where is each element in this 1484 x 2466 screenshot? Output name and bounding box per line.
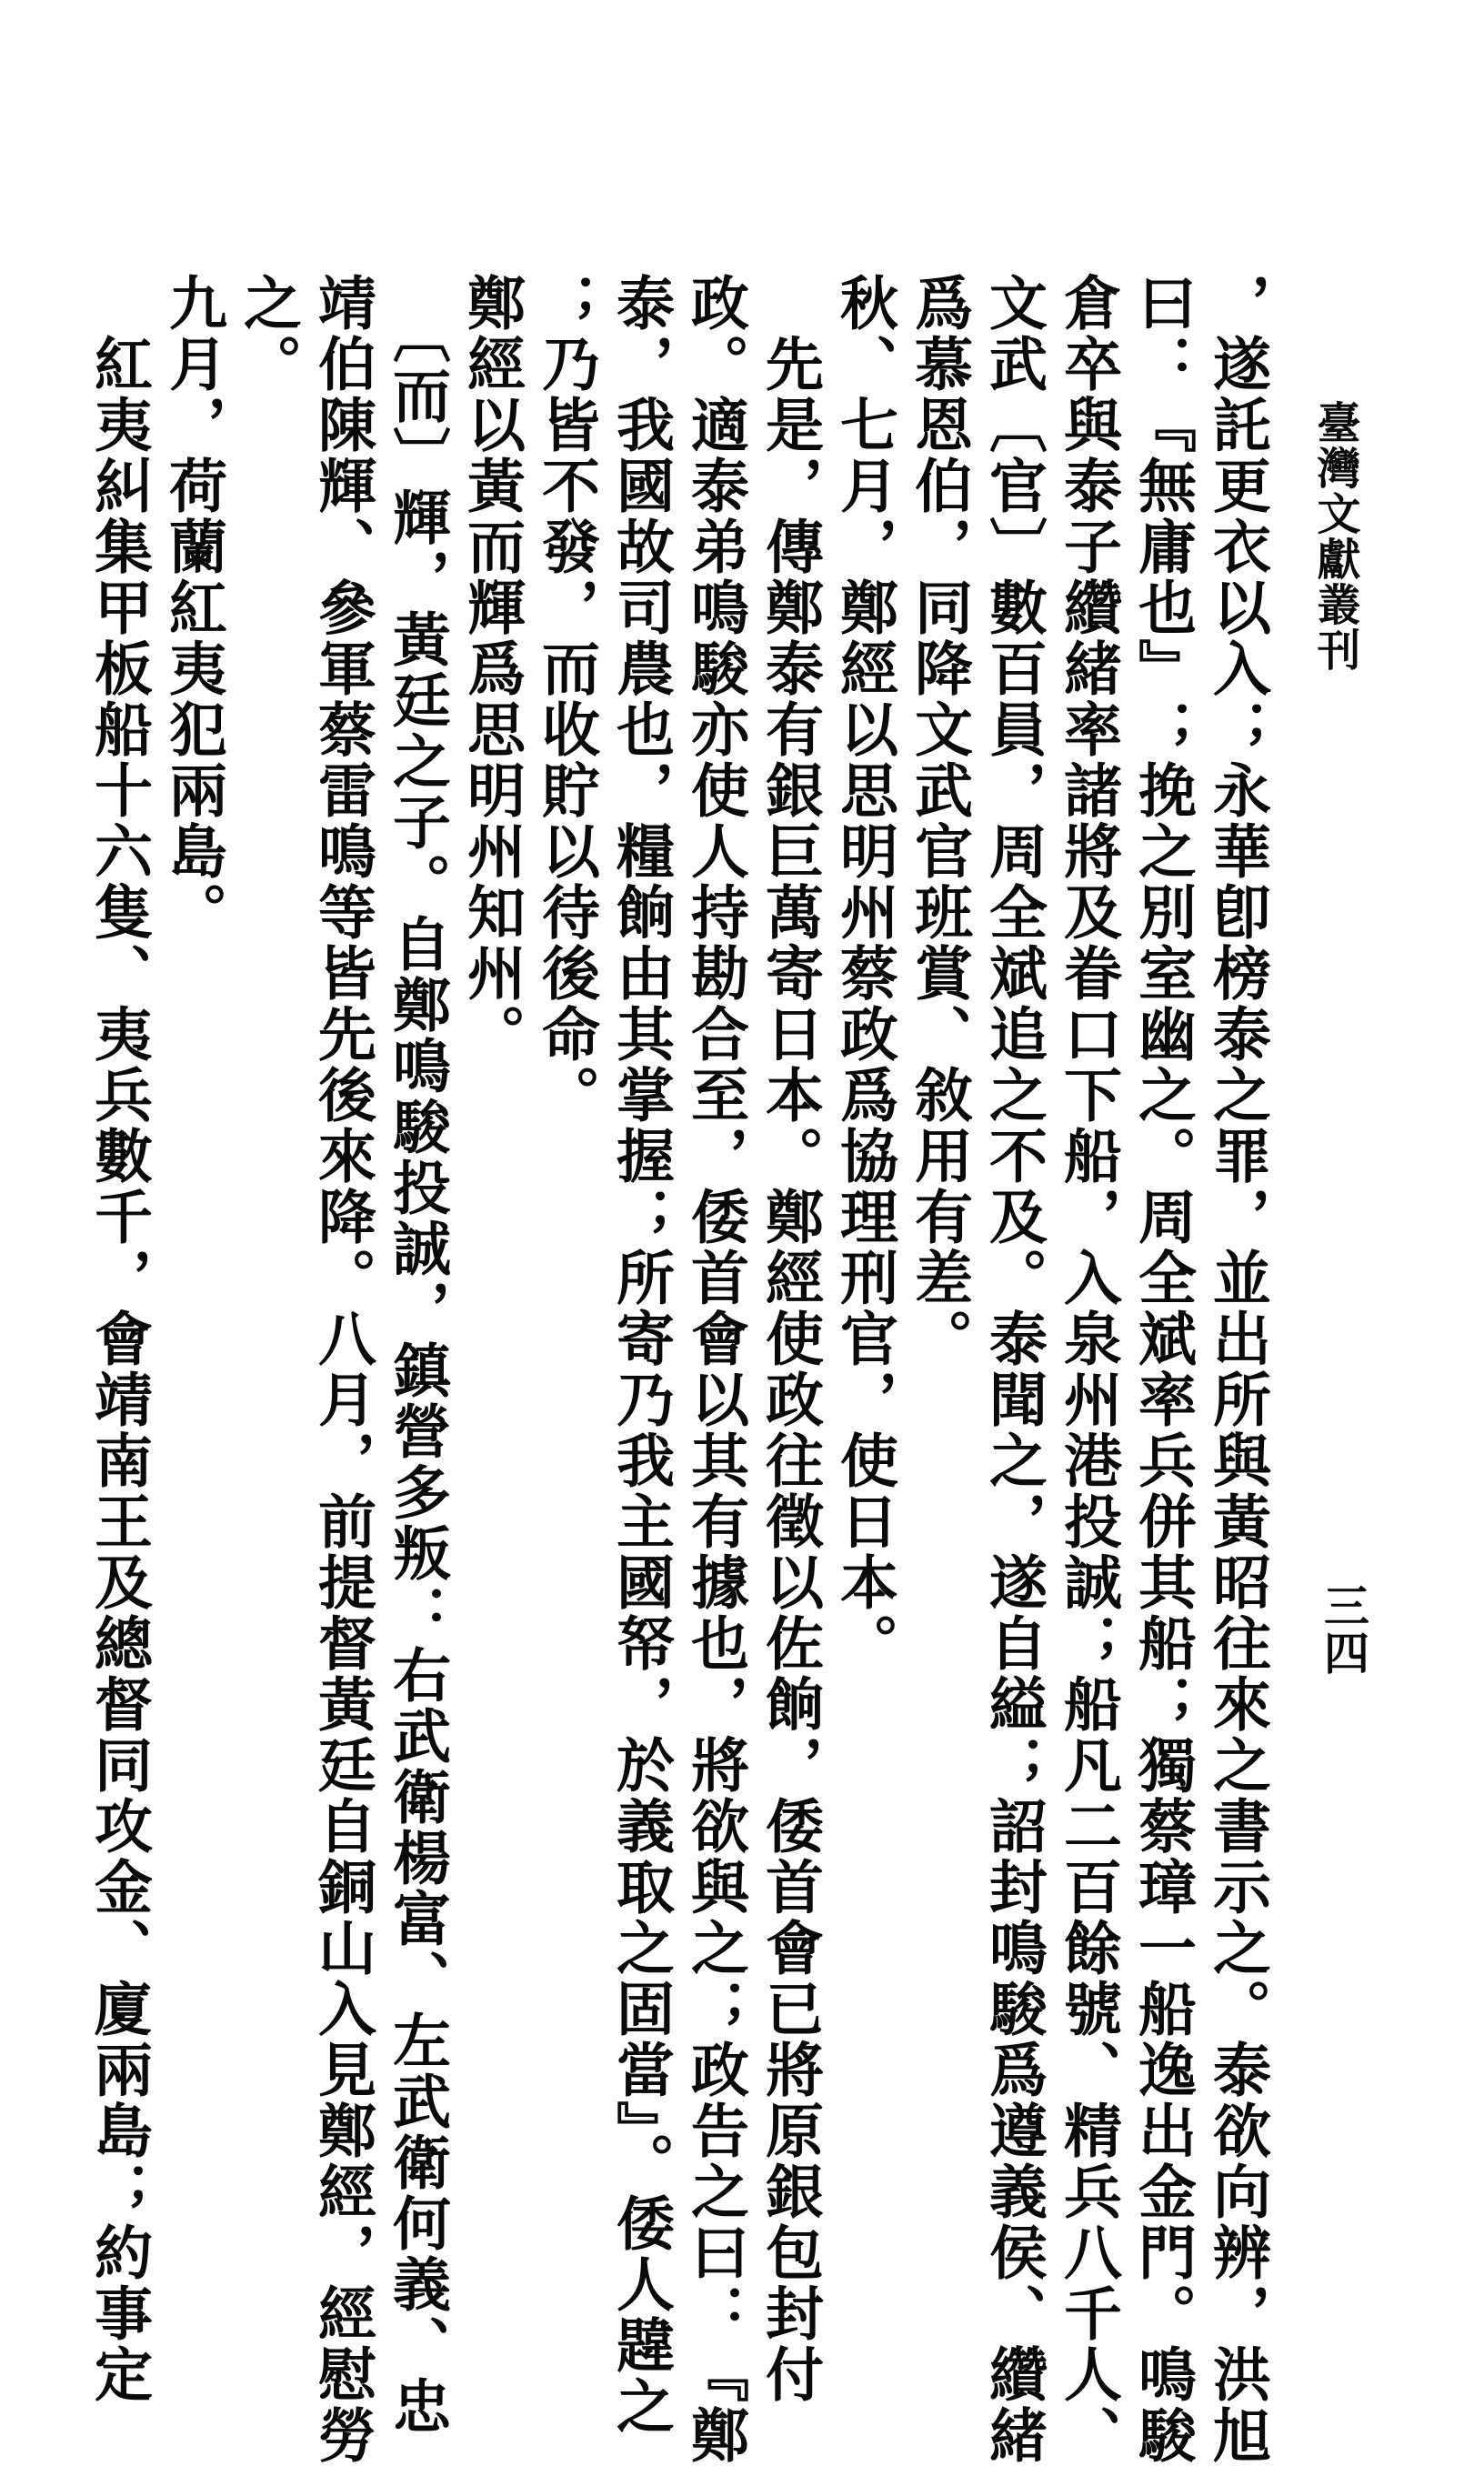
text-column-11: 鄭經以黃而輝爲思明州知州。 <box>457 273 526 1065</box>
text-column-10: ；乃皆不發，而收貯以待後命。 <box>532 273 600 1126</box>
page-number: 三四 <box>1317 1582 1370 1677</box>
text-column-13: 靖伯陳輝、參軍蔡雷鳴等皆先後來降。八月，前提督黃廷自銅山入見鄭經，經慰勞 <box>308 273 376 2466</box>
text-column-8: 政。適泰弟鳴駿亦使人持勘合至，倭首會以其有據也，將欲與之；政告之曰：『鄭 <box>681 273 749 2466</box>
text-column-16: 紅夷糾集甲板船十六隻、夷兵數千，會靖南王及總督同攻金、廈兩島；約事定 <box>85 273 153 2405</box>
running-head-title: 臺灣文獻叢刊 <box>1309 400 1360 673</box>
text-column-9: 泰，我國故司農也，糧餉由其掌握；所寄乃我主國帑，於義取之固當』。倭人韙之 <box>607 273 675 2437</box>
text-column-7: 先是，傳鄭泰有銀巨萬寄日本。鄭經使政往徵以佐餉，倭首會已將原銀包封付 <box>756 273 824 2405</box>
text-column-6: 秋、七月，鄭經以思明州蔡政爲協理刑官，使日本。 <box>830 273 898 1674</box>
text-column-2: 曰：『無庸也』；挽之別室幽之。周全斌率兵併其船；獨蔡璋一船逸出金門。鳴駿 <box>1128 273 1197 2466</box>
text-column-3: 倉卒與泰子纘緒率諸將及眷口下船，入泉州港投誠；船凡二百餘號、精兵八千人、 <box>1054 273 1122 2466</box>
text-column-5: 爲慕恩伯，同降文武官班賞、敘用有差。 <box>905 273 973 1369</box>
text-column-4: 文武〔官〕數百員，周全斌追之不及。泰聞之，遂自縊；詔封鳴駿爲遵義侯、纘緒 <box>979 273 1048 2466</box>
text-column-14: 之。 <box>234 273 302 395</box>
text-column-15: 九月，荷蘭紅夷犯兩島。 <box>159 273 227 943</box>
text-column-12: 〔而〕輝，黃廷之子。自鄭鳴駿投誠，鎮營多叛：右武衛楊富、左武衛何義、忠 <box>383 273 451 2437</box>
text-column-1: ，遂託更衣以入；永華卽榜泰之罪，並出所與黃昭往來之書示之。泰欲向辨，洪旭 <box>1203 273 1271 2466</box>
